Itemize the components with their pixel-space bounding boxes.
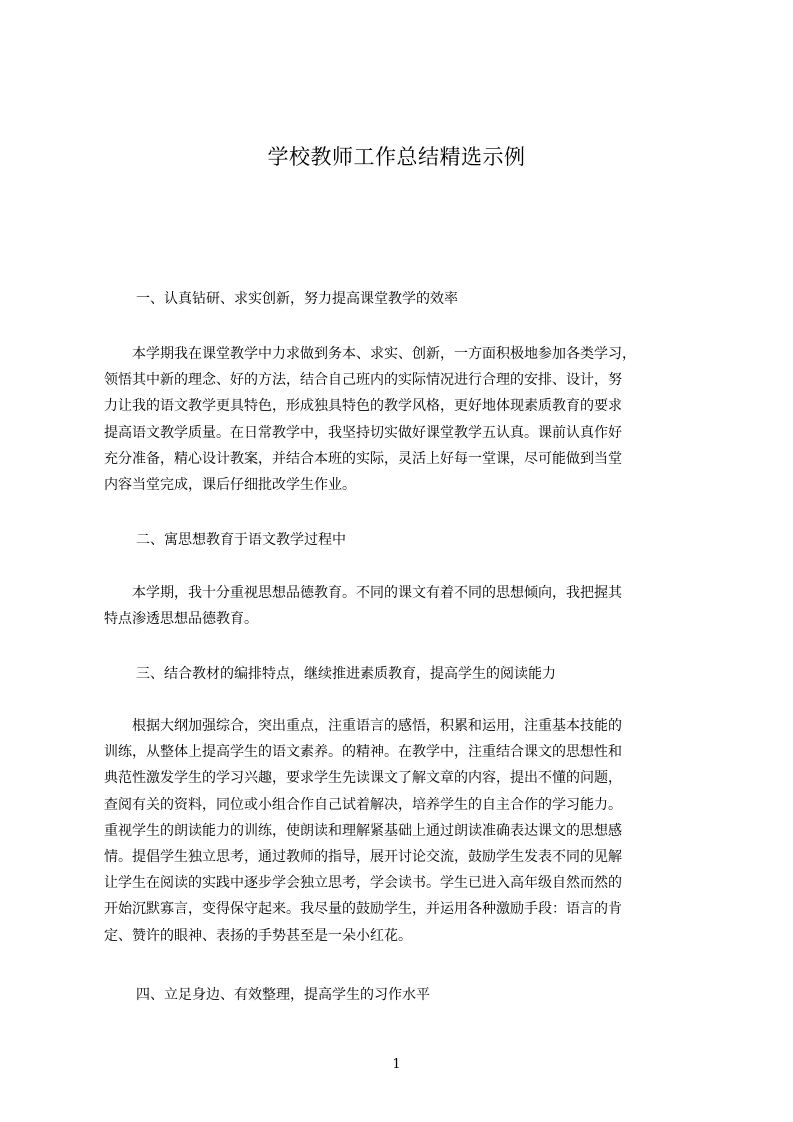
paragraph-line: 根据大纲加强综合，突出重点，注重语言的感悟，积累和运用，注重基本技能的 (104, 718, 622, 734)
paragraph-line: 特点渗透思想品德教育。 (104, 611, 258, 628)
paragraph-line: 本学期，我十分重视思想品德教育。不同的课文有着不同的思想倾向，我把握其 (104, 585, 622, 601)
paragraph-line: 让学生在阅读的实践中逐步学会独立思考，学会读书。学生已进入高年级自然而然的 (104, 875, 622, 892)
paragraph-line: 定、赞许的眼神、表扬的手势甚至是一朵小红花。 (104, 927, 412, 944)
page-number: 1 (392, 1057, 401, 1072)
paragraph-line: 开始沉默寡言，变得保守起来。我尽量的鼓励学生，并运用各种激励手段：语言的肯 (104, 901, 622, 918)
paragraph-line: 提高语文教学质量。在日常教学中，我坚持切实做好课堂教学五认真。课前认真作好 (104, 424, 622, 441)
paragraph-line: 力让我的语文教学更具特色，形成独具特色的教学风格，更好地体现素质教育的要求 (104, 398, 622, 415)
section-heading-3: 三、结合教材的编排特点，继续推进素质教育，提高学生的阅读能力 (136, 666, 556, 682)
paragraph-line: 查阅有关的资料，同位或小组合作自己试着解决，培养学生的自主合作的学习能力。 (104, 796, 622, 813)
paragraph-line: 训练，从整体上提高学生的语文素养。的精神。在教学中，注重结合课文的思想性和 (104, 744, 622, 761)
section-paragraph-2 (104, 580, 712, 632)
paragraph-line: 内容当堂完成，课后仔细批改学生作业。 (104, 476, 356, 493)
section-paragraph-3 (104, 713, 712, 949)
document-title: 学校教师工作总结精选示例 (267, 145, 526, 169)
paragraph-line: 典范性激发学生的学习兴趣，要求学生先读课文了解文章的内容，提出不懂的问题， (104, 770, 622, 787)
paragraph-line: 充分准备，精心设计教案，并结合本班的实际，灵活上好每一堂课，尽可能做到当堂 (104, 450, 622, 467)
paragraph-line: 情。提倡学生独立思考，通过教师的指导，展开讨论交流，鼓励学生发表不同的见解 (104, 848, 622, 865)
paragraph-line: 本学期我在课堂教学中力求做到务本、求实、创新，一方面积极地参加各类学习， (104, 346, 636, 362)
paragraph-line: 领悟其中新的理念、好的方法，结合自己班内的实际情况进行合理的安排、设计，努 (104, 372, 622, 389)
section-heading-4: 四、立足身边、有效整理，提高学生的习作水平 (136, 987, 430, 1003)
section-heading-1: 一、认真钻研、求实创新，努力提高课堂教学的效率 (136, 291, 458, 307)
section-paragraph-1 (104, 341, 712, 498)
paragraph-line: 重视学生的朗读能力的训练，使朗读和理解紧基础上通过朗读准确表达课文的思想感 (104, 822, 622, 839)
section-heading-2: 二、寓思想教育于语文教学过程中 (136, 532, 346, 548)
